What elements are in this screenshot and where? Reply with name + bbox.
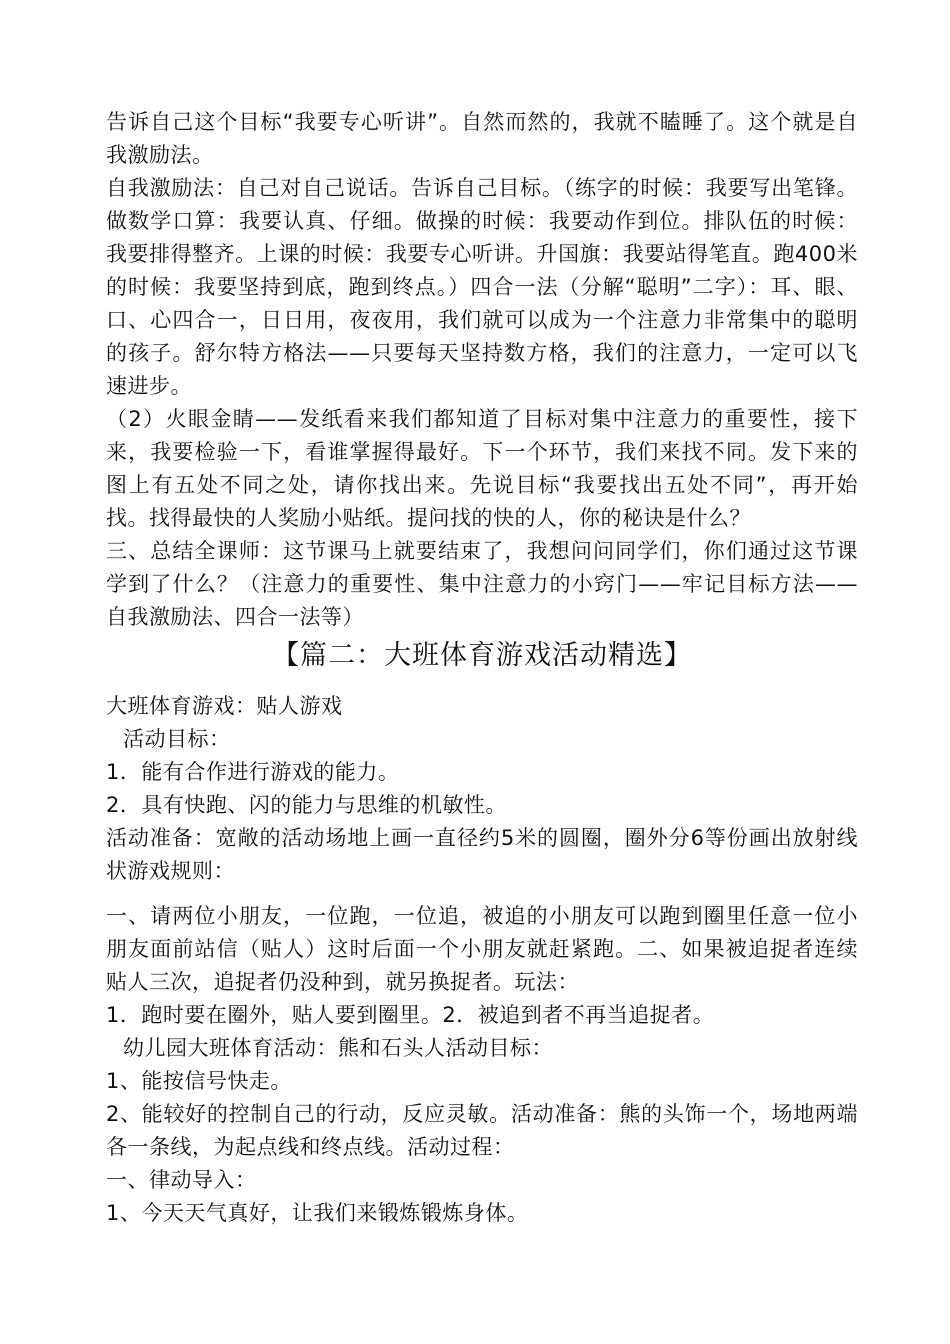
paragraph-self-motivation-method: 自我激励法：自己对自己说话。告诉自己目标。（练字的时候：我要写出笔锋。做数学口算：我要认真、仔细。做操的时候：我要动作到位。排队伍的时候：我要排得整齐。上课的时候：我要专心听讲。升国旗：我要站得笔直。跑400米的时候：我要坚持到底，跑到终点。）四合一法（分解“聪明”二字）：耳、眼、口、心四合一，日日用，夜夜用，我们就可以成为一个注意力非常集中的聪明的孩子。舒尔特方格法——只要每天坚持数方格，我们的注意力，一定可以飞速进步。 [106,176,858,398]
game1-play: 1．跑时要在圈外，贴人要到圈里。2．被追到者不再当追捉者。 [106,1003,715,1027]
section-heading: 【篇二：大班体育游戏活动精选】 [272,640,692,671]
paragraph-self-motivation-intro: 告诉自己这个目标“我要专心听讲”。自然而然的，我就不瞌睡了。这个就是自我激励法。 [106,110,858,167]
game1-goals-label: 活动目标： [123,727,231,751]
paragraph-sharp-eyes: （2）火眼金睛——发纸看来我们都知道了目标对集中注意力的重要性，接下来，我要检验一下，看谁掌握得最好。下一个环节，我们来找不同。发下来的图上有五处不同之处，请你找出来。先说目标“我要找出五处不同”，再开始找。找得最快的人奖励小贴纸。提问找的快的人，你的秘诀是什么？ [106,407,858,530]
game1-rules: 一、请两位小朋友，一位跑，一位追，被追的小朋友可以跑到圈里任意一位小朋友面前站信（贴人）这时后面一个小朋友就赶紧跑。二、如果被追捉者连续贴人三次，追捉者仍没种到，就另换捉者。玩法： [106,904,858,994]
game2-goal-1: 1、能按信号快走。 [106,1069,292,1093]
game2-title: 幼儿园大班体育活动：熊和石头人活动目标： [123,1036,553,1060]
game1-title: 大班体育游戏：贴人游戏 [106,694,343,718]
document-body [106,106,858,1230]
game1-preparation: 活动准备：宽敞的活动场地上画一直径约5米的圆圈，圈外分6等份画出放射线状游戏规则： [106,826,858,883]
game1-goal-1: 1．能有合作进行游戏的能力。 [106,760,400,784]
game2-goal-2: 2、能较好的控制自己的行动，反应灵敏。活动准备：熊的头饰一个，场地两端各一条线，为起点线和终点线。活动过程： [106,1102,858,1159]
paragraph-lesson-summary: 三、总结全课师：这节课马上就要结束了，我想问问同学们，你们通过这节课学到了什么？（注意力的重要性、集中注意力的小窍门——牢记目标方法——自我激励法、四合一法等） [106,539,858,629]
game2-process-heading: 一、律动导入： [106,1168,257,1192]
game1-goal-2: 2．具有快跑、闪的能力与思维的机敏性。 [106,793,507,817]
game2-process-step-1: 1、今天天气真好，让我们来锻炼锻炼身体。 [106,1201,529,1225]
